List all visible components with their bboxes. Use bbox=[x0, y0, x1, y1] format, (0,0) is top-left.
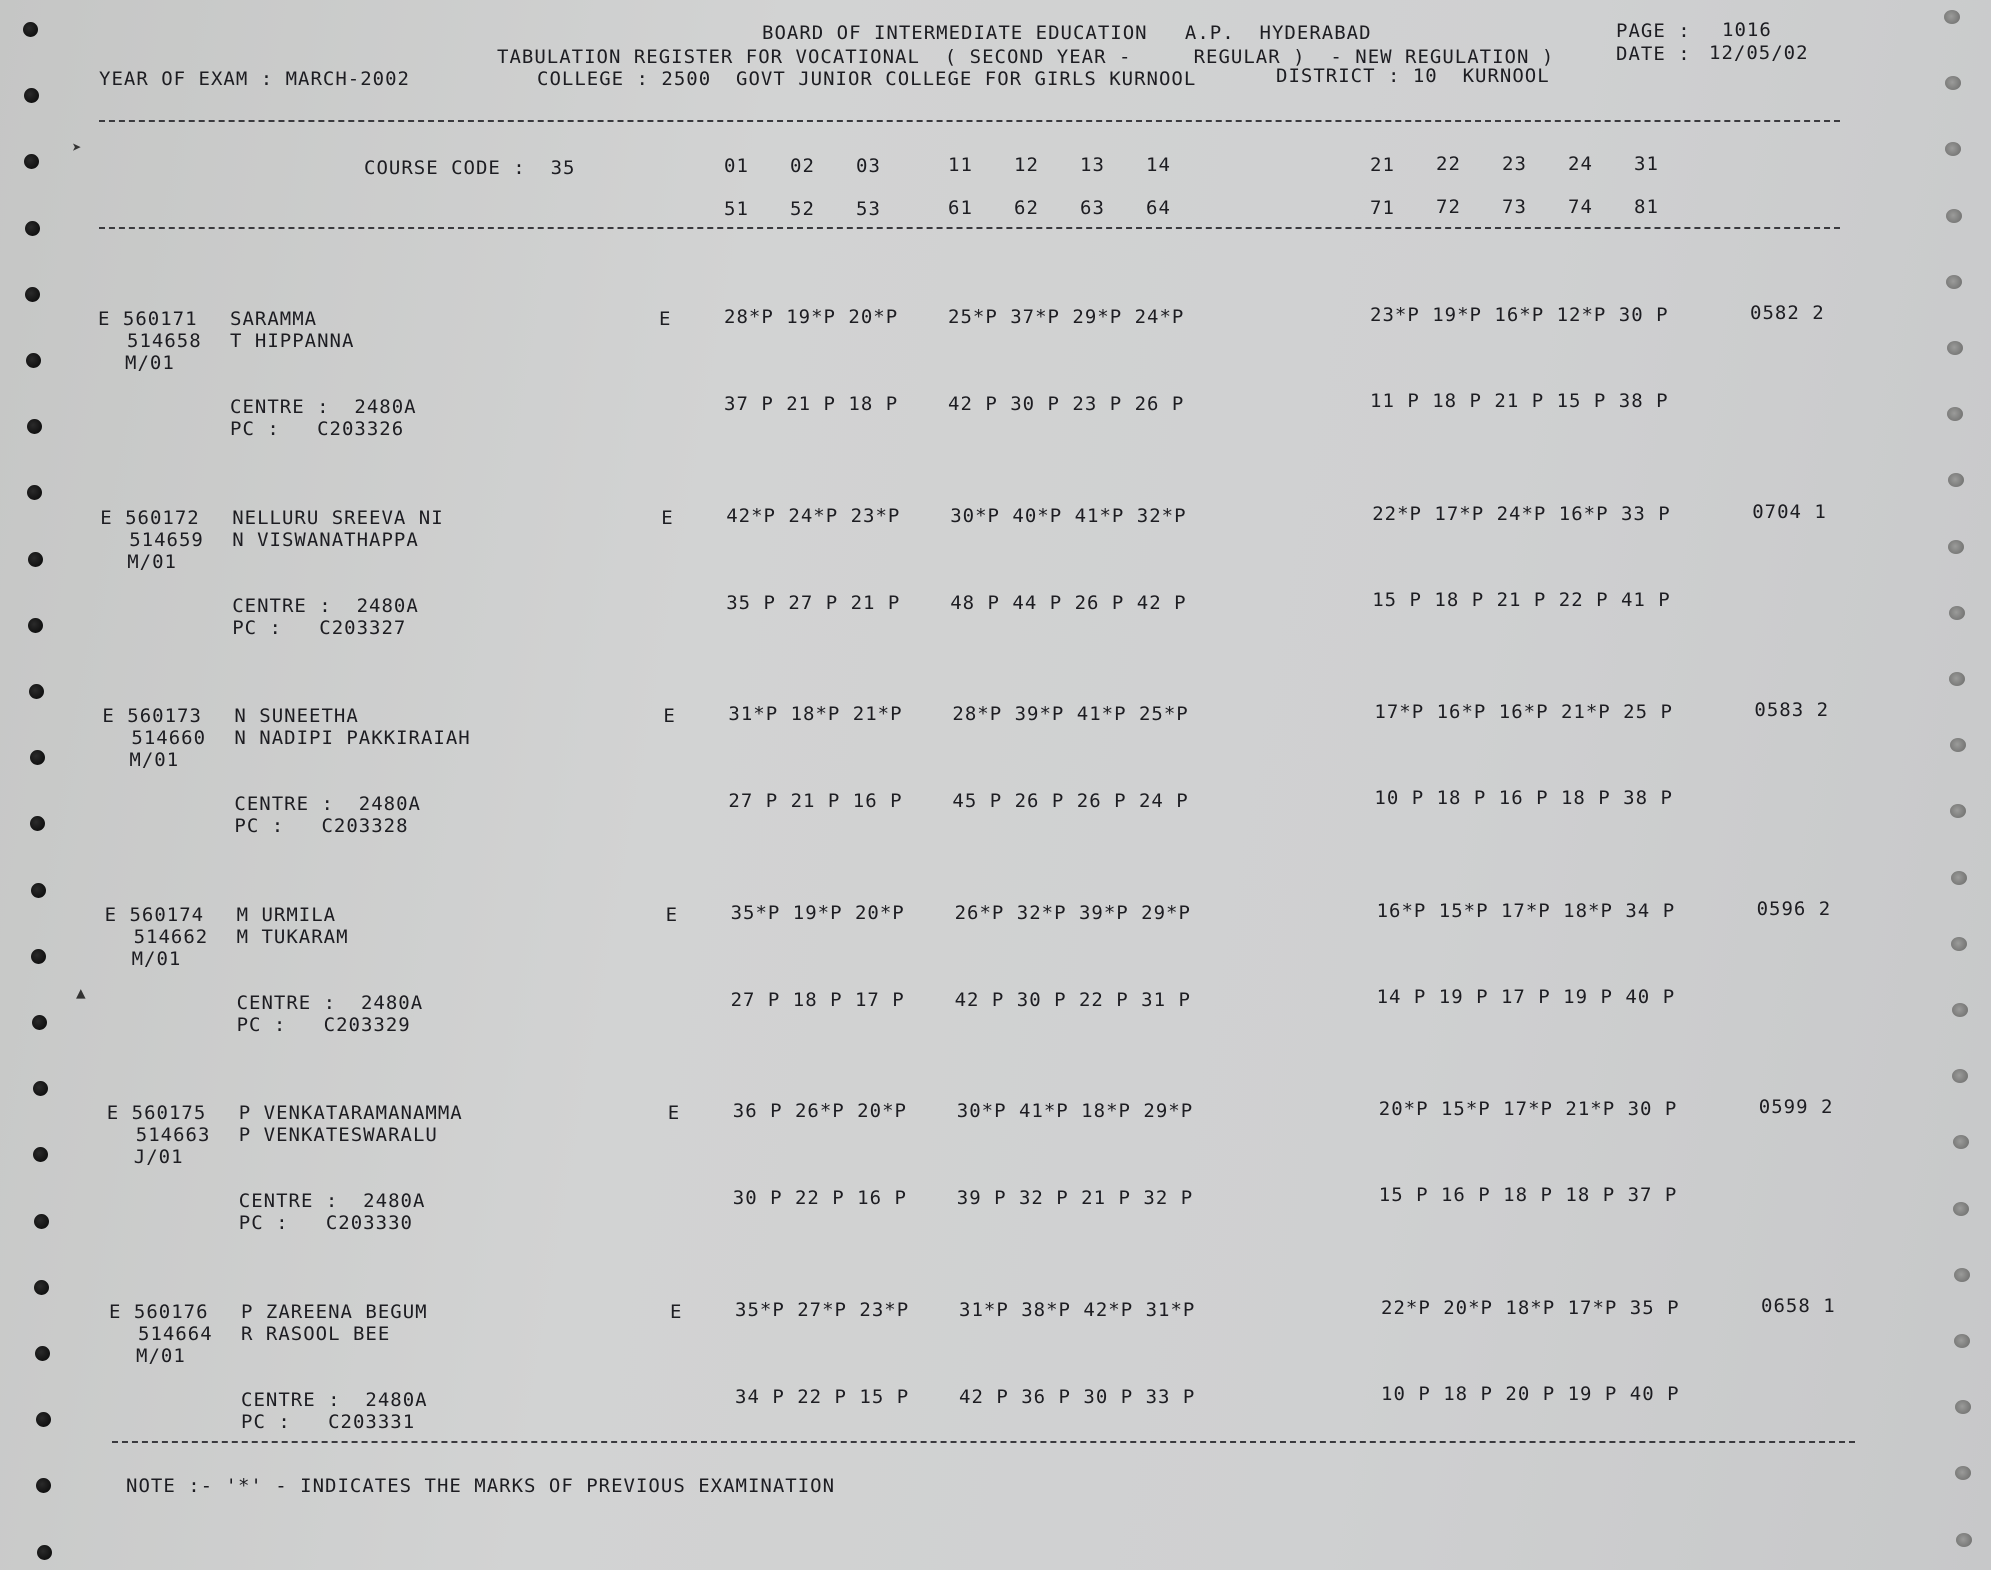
father-name: T HIPPANNA bbox=[230, 330, 355, 352]
group-code: M/01 bbox=[136, 1345, 186, 1367]
practical-marks-2: 45 P 26 P 26 P 24 P bbox=[952, 790, 1189, 813]
sprocket-hole bbox=[1949, 606, 1965, 620]
subject-code: 71 bbox=[1370, 196, 1395, 219]
centre-code: CENTRE : 2480A bbox=[234, 793, 421, 816]
sprocket-hole bbox=[1946, 275, 1962, 289]
marks-part-1: 31*P 18*P 21*P bbox=[728, 703, 903, 726]
sprocket-hole bbox=[36, 1412, 51, 1427]
centre-code: CENTRE : 2480A bbox=[236, 991, 424, 1014]
sprocket-hole bbox=[32, 1015, 47, 1030]
sprocket-hole bbox=[28, 552, 43, 567]
header-rule-top bbox=[99, 120, 1840, 122]
subject-code: 72 bbox=[1436, 196, 1461, 219]
sprocket-hole bbox=[1945, 142, 1961, 156]
group-code: M/01 bbox=[129, 749, 180, 772]
student-name: NELLURU SREEVA NI bbox=[232, 506, 444, 529]
page-number: 1016 bbox=[1722, 19, 1772, 41]
pencil-mark: ▲ bbox=[76, 983, 86, 1002]
student-name: M URMILA bbox=[236, 903, 337, 926]
header-rule-bottom bbox=[99, 227, 1840, 229]
group-code: M/01 bbox=[125, 352, 175, 374]
marks-part-3: 16*P 15*P 17*P 18*P 34 P bbox=[1376, 899, 1676, 922]
medium: E bbox=[661, 506, 674, 529]
subject-code: 02 bbox=[790, 154, 815, 177]
subject-code: 61 bbox=[948, 197, 973, 220]
subject-code: 23 bbox=[1502, 153, 1527, 176]
marks-part-2: 30*P 40*P 41*P 32*P bbox=[950, 504, 1187, 527]
medium: E bbox=[663, 705, 676, 728]
sprocket-hole bbox=[24, 154, 39, 169]
marks-part-3: 23*P 19*P 16*P 12*P 30 P bbox=[1370, 304, 1669, 326]
sprocket-hole bbox=[1947, 341, 1963, 355]
practical-marks-1: 27 P 18 P 17 P bbox=[730, 988, 905, 1011]
sprocket-hole bbox=[1951, 937, 1967, 951]
subject-code: 31 bbox=[1634, 152, 1659, 175]
subject-code: 73 bbox=[1502, 196, 1527, 219]
total-result: 0599 2 bbox=[1758, 1096, 1834, 1119]
footnote: NOTE :- '*' - INDICATES THE MARKS OF PREVIOUS EXAMINATION bbox=[126, 1475, 836, 1497]
sprocket-hole bbox=[31, 883, 46, 898]
sprocket-hole bbox=[26, 353, 41, 368]
roll-number: 514659 bbox=[129, 528, 204, 551]
total-result: 0704 1 bbox=[1752, 500, 1827, 523]
subject-code: 53 bbox=[856, 197, 881, 220]
marks-part-1: 36 P 26*P 20*P bbox=[732, 1100, 907, 1123]
subject-code: 12 bbox=[1014, 154, 1039, 177]
roll-number: 514660 bbox=[131, 727, 207, 750]
total-result: 0582 2 bbox=[1750, 302, 1825, 324]
centre-code: CENTRE : 2480A bbox=[232, 594, 419, 617]
total-result: 0583 2 bbox=[1754, 699, 1830, 722]
medium: E bbox=[665, 903, 679, 926]
register-title: TABULATION REGISTER FOR VOCATIONAL ( SECOND YEAR - REGULAR ) - NEW REGULATION ) bbox=[497, 46, 1555, 68]
pc-code: PC : C203326 bbox=[230, 418, 405, 440]
group-code: M/01 bbox=[131, 947, 182, 970]
subject-code: 81 bbox=[1634, 195, 1659, 218]
subject-code: 13 bbox=[1080, 154, 1105, 176]
sprocket-hole bbox=[24, 88, 39, 103]
register-number: E 560175 bbox=[106, 1102, 207, 1125]
roll-number: 514658 bbox=[127, 330, 202, 352]
centre-code: CENTRE : 2480A bbox=[230, 396, 417, 418]
subject-code: 52 bbox=[790, 197, 815, 220]
marks-part-3: 17*P 16*P 16*P 21*P 25 P bbox=[1374, 701, 1673, 724]
sprocket-hole bbox=[33, 1081, 48, 1096]
father-name: R RASOOL BEE bbox=[241, 1323, 391, 1345]
marks-part-3: 22*P 20*P 18*P 17*P 35 P bbox=[1381, 1297, 1680, 1319]
marks-part-3: 20*P 15*P 17*P 21*P 30 P bbox=[1378, 1098, 1678, 1121]
sprocket-hole bbox=[1954, 1268, 1970, 1282]
register-number: E 560174 bbox=[104, 903, 205, 926]
student-name: P ZAREENA BEGUM bbox=[241, 1301, 428, 1323]
register-number: E 560173 bbox=[102, 705, 202, 728]
group-code: M/01 bbox=[127, 550, 177, 573]
practical-marks-1: 34 P 22 P 15 P bbox=[735, 1386, 910, 1408]
register-number: E 560171 bbox=[98, 308, 198, 330]
subject-code: 62 bbox=[1014, 197, 1039, 220]
sprocket-hole bbox=[33, 1147, 48, 1162]
practical-marks-2: 42 P 30 P 22 P 31 P bbox=[954, 988, 1191, 1011]
practical-marks-1: 35 P 27 P 21 P bbox=[726, 591, 901, 614]
marks-part-1: 35*P 27*P 23*P bbox=[735, 1299, 910, 1321]
sprocket-hole bbox=[1944, 10, 1960, 24]
marks-part-1: 28*P 19*P 20*P bbox=[724, 306, 899, 328]
subject-code: 03 bbox=[856, 154, 881, 177]
father-name: N NADIPI PAKKIRAIAH bbox=[234, 727, 471, 750]
practical-marks-3: 10 P 18 P 16 P 18 P 38 P bbox=[1374, 787, 1673, 810]
page-label: PAGE : bbox=[1616, 20, 1691, 42]
sprocket-hole bbox=[27, 419, 42, 434]
sprocket-hole bbox=[1946, 209, 1962, 223]
practical-marks-3: 10 P 18 P 20 P 19 P 40 P bbox=[1381, 1383, 1680, 1405]
practical-marks-3: 15 P 18 P 21 P 22 P 41 P bbox=[1372, 588, 1671, 611]
subject-code: 74 bbox=[1568, 196, 1593, 218]
marks-part-1: 42*P 24*P 23*P bbox=[726, 504, 901, 527]
sprocket-hole bbox=[1951, 871, 1967, 885]
subject-code: 63 bbox=[1080, 197, 1105, 219]
pc-code: PC : C203329 bbox=[236, 1013, 411, 1036]
father-name: P VENKATESWARALU bbox=[238, 1124, 438, 1147]
marks-part-2: 26*P 32*P 39*P 29*P bbox=[954, 901, 1191, 924]
medium: E bbox=[670, 1301, 683, 1323]
group-code: J/01 bbox=[133, 1146, 184, 1169]
sprocket-hole bbox=[23, 22, 38, 37]
subject-code: 11 bbox=[948, 154, 973, 177]
year-of-exam: YEAR OF EXAM : MARCH-2002 bbox=[99, 68, 410, 90]
father-name: M TUKARAM bbox=[236, 925, 349, 948]
marks-part-2: 31*P 38*P 42*P 31*P bbox=[959, 1299, 1196, 1321]
practical-marks-1: 30 P 22 P 16 P bbox=[732, 1187, 907, 1210]
sprocket-hole bbox=[1955, 1466, 1971, 1480]
medium: E bbox=[667, 1102, 681, 1125]
marks-part-1: 35*P 19*P 20*P bbox=[730, 901, 905, 924]
print-date: 12/05/02 bbox=[1709, 42, 1809, 64]
footer-rule bbox=[112, 1441, 1855, 1443]
subject-code: 51 bbox=[724, 198, 749, 220]
sprocket-hole bbox=[1945, 76, 1961, 90]
practical-marks-2: 42 P 36 P 30 P 33 P bbox=[959, 1386, 1196, 1408]
subject-code: 64 bbox=[1146, 196, 1171, 219]
sprocket-hole bbox=[1953, 1135, 1969, 1149]
sprocket-hole bbox=[30, 816, 45, 831]
sprocket-hole bbox=[30, 750, 45, 765]
sprocket-hole bbox=[1956, 1533, 1972, 1547]
sprocket-hole bbox=[34, 1280, 49, 1295]
board-title: BOARD OF INTERMEDIATE EDUCATION A.P. HYDERABAD bbox=[762, 22, 1372, 44]
pc-code: PC : C203330 bbox=[238, 1212, 413, 1235]
subject-code: 21 bbox=[1370, 153, 1395, 176]
date-label: DATE : bbox=[1616, 43, 1691, 65]
roll-number: 514663 bbox=[135, 1124, 211, 1147]
subject-code: 24 bbox=[1568, 153, 1593, 175]
total-result: 0658 1 bbox=[1761, 1295, 1836, 1317]
practical-marks-3: 14 P 19 P 17 P 19 P 40 P bbox=[1376, 985, 1676, 1008]
father-name: N VISWANATHAPPA bbox=[232, 528, 419, 551]
sprocket-hole bbox=[1955, 1400, 1971, 1414]
practical-marks-2: 48 P 44 P 26 P 42 P bbox=[950, 591, 1187, 614]
student-name: N SUNEETHA bbox=[234, 705, 359, 728]
roll-number: 514664 bbox=[138, 1323, 213, 1345]
practical-marks-2: 42 P 30 P 23 P 26 P bbox=[948, 393, 1185, 415]
practical-marks-1: 37 P 21 P 18 P bbox=[724, 393, 899, 415]
subject-code: 01 bbox=[724, 155, 749, 177]
sprocket-hole bbox=[36, 1478, 51, 1493]
register-number: E 560176 bbox=[109, 1301, 209, 1323]
sprocket-hole bbox=[1952, 1003, 1968, 1017]
sprocket-hole bbox=[1948, 473, 1964, 487]
practical-marks-1: 27 P 21 P 16 P bbox=[728, 790, 903, 813]
marks-part-2: 25*P 37*P 29*P 24*P bbox=[948, 306, 1185, 328]
sprocket-hole bbox=[25, 287, 40, 302]
marks-part-3: 22*P 17*P 24*P 16*P 33 P bbox=[1372, 502, 1671, 525]
student-name: P VENKATARAMANAMMA bbox=[238, 1102, 463, 1125]
sprocket-hole bbox=[25, 221, 40, 236]
course-code: COURSE CODE : 35 bbox=[364, 157, 576, 179]
sprocket-hole bbox=[1953, 1202, 1969, 1216]
sprocket-hole bbox=[34, 1214, 49, 1229]
sprocket-hole bbox=[28, 618, 43, 633]
marks-part-2: 28*P 39*P 41*P 25*P bbox=[952, 703, 1189, 726]
medium: E bbox=[659, 308, 672, 330]
pc-code: PC : C203327 bbox=[232, 616, 407, 639]
sprocket-hole bbox=[27, 485, 42, 500]
sprocket-hole bbox=[1952, 1069, 1968, 1083]
subject-code: 14 bbox=[1146, 153, 1171, 176]
sprocket-hole bbox=[1949, 672, 1965, 686]
practical-marks-3: 11 P 18 P 21 P 15 P 38 P bbox=[1370, 390, 1669, 412]
student-name: SARAMMA bbox=[230, 308, 318, 330]
sprocket-hole bbox=[37, 1545, 52, 1560]
practical-marks-3: 15 P 16 P 18 P 18 P 37 P bbox=[1378, 1184, 1678, 1207]
sprocket-hole bbox=[1948, 540, 1964, 554]
college-name: COLLEGE : 2500 GOVT JUNIOR COLLEGE FOR GIRLS KURNOOL bbox=[537, 68, 1197, 90]
pencil-mark: ➤ bbox=[72, 138, 82, 157]
roll-number: 514662 bbox=[133, 925, 209, 948]
subject-code: 22 bbox=[1436, 153, 1461, 176]
register-number: E 560172 bbox=[100, 506, 200, 529]
district-name: DISTRICT : 10 KURNOOL bbox=[1276, 65, 1550, 87]
centre-code: CENTRE : 2480A bbox=[241, 1389, 428, 1411]
marks-part-2: 30*P 41*P 18*P 29*P bbox=[956, 1100, 1194, 1123]
sprocket-hole bbox=[31, 949, 46, 964]
sprocket-hole bbox=[1954, 1334, 1970, 1348]
sprocket-hole bbox=[1950, 738, 1966, 752]
total-result: 0596 2 bbox=[1756, 897, 1832, 920]
pc-code: PC : C203331 bbox=[241, 1411, 416, 1433]
pc-code: PC : C203328 bbox=[234, 815, 409, 838]
sprocket-hole bbox=[29, 684, 44, 699]
centre-code: CENTRE : 2480A bbox=[238, 1190, 426, 1213]
practical-marks-2: 39 P 32 P 21 P 32 P bbox=[956, 1187, 1194, 1210]
sprocket-hole bbox=[1950, 804, 1966, 818]
sprocket-hole bbox=[35, 1346, 50, 1361]
sprocket-hole bbox=[1947, 407, 1963, 421]
